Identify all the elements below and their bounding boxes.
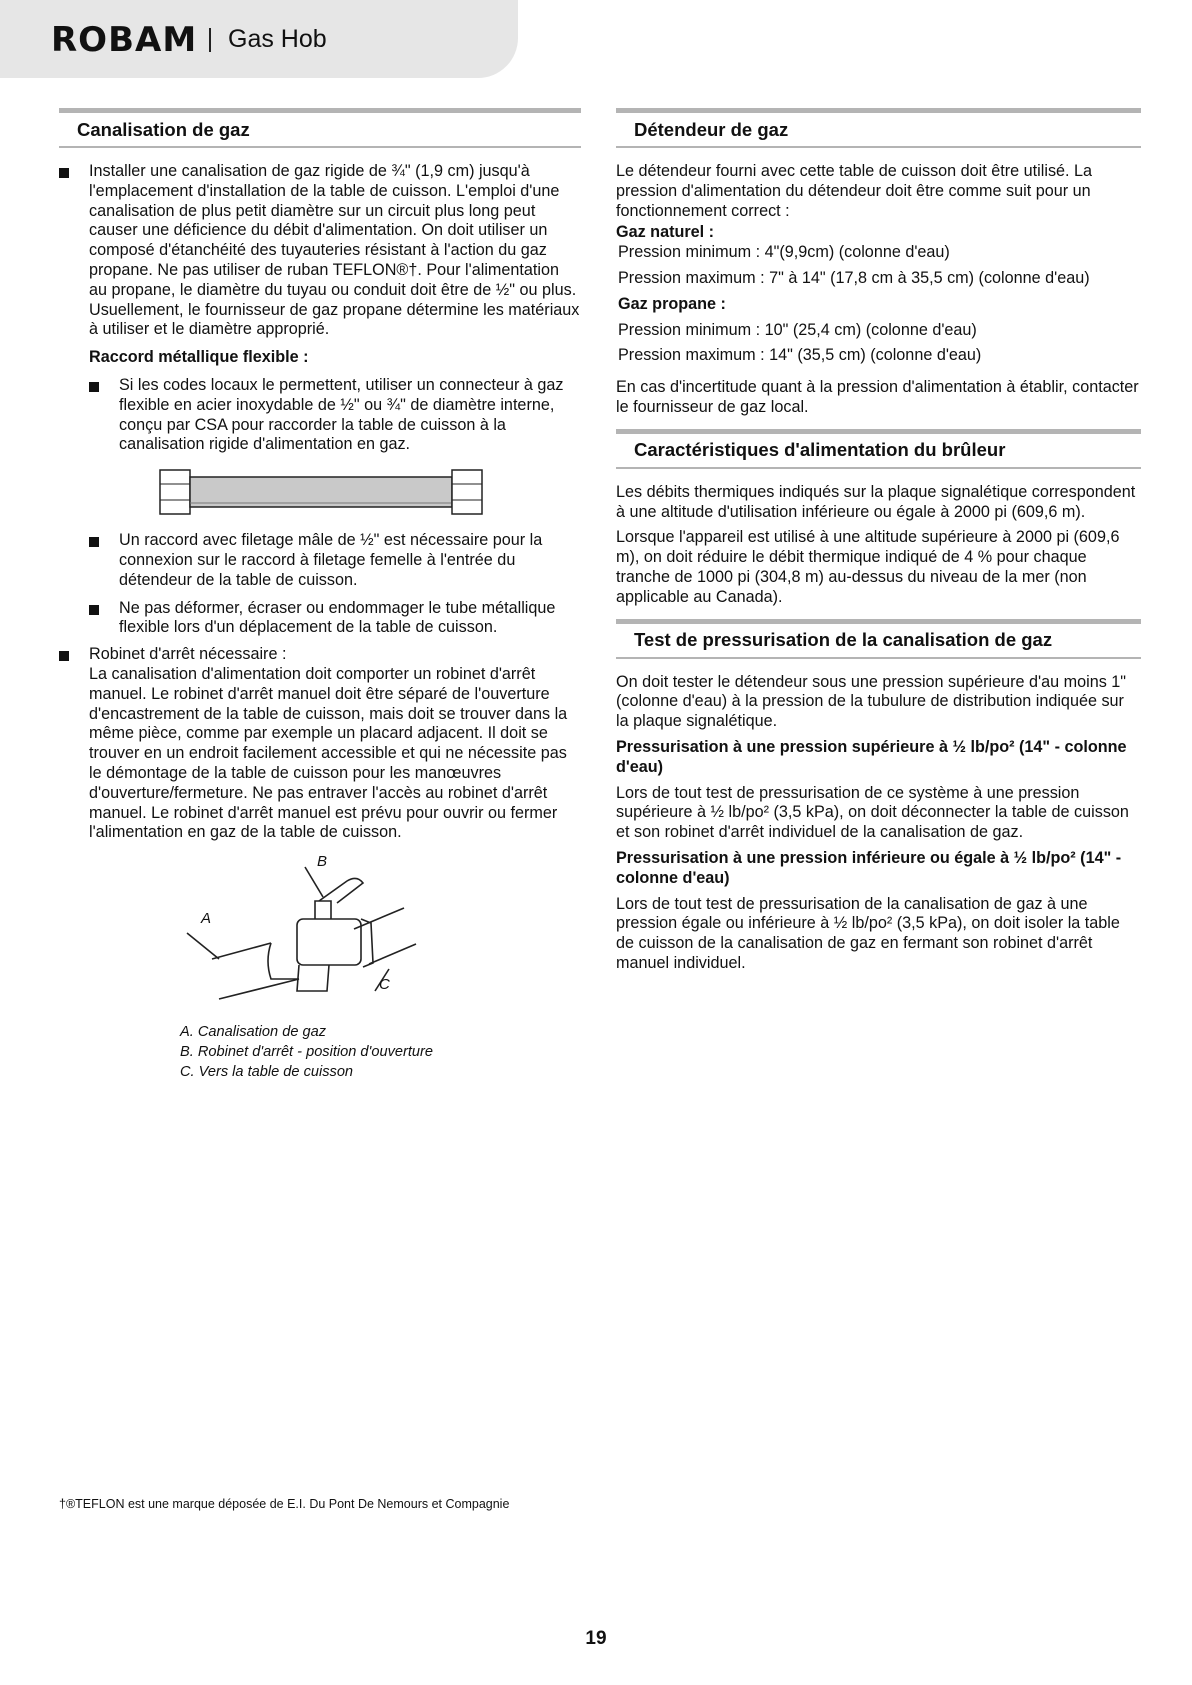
label-a: A (201, 910, 212, 928)
footnote: †®TEFLON est une marque déposée de E.I. Du Pont De Nemours et Compagnie (59, 1497, 510, 1511)
below-pressure-body: Lors de tout test de pressurisation de la canalisation de gaz à une pression égale ou inférieure à ½ lb/po² (3,5 kPa), on doit isoler la table de cuisson de la canalisation de gaz en fermant son robinet d'arrêt manuel individuel. (616, 894, 1120, 972)
below-pressure-title: Pressurisation à une pression inférieure ou égale à ½ lb/po² (14" - colonne d'eau) (616, 848, 1122, 887)
bullet-shutoff-valve (59, 645, 581, 843)
page-number: 19 (585, 1628, 607, 1649)
valve-illustration (179, 851, 449, 1016)
above-pressure-title: Pressurisation à une pression supérieure à ½ lb/po² (14" - colonne d'eau) (616, 737, 1127, 776)
sub-bullet-no-deform: Ne pas déformer, écraser ou endommager le tube métallique flexible lors d'un déplacement de la table de cuisson. (89, 599, 581, 639)
section-title-burner: Caractéristiques d'alimentation du brûleur (616, 429, 1141, 469)
label-b: B (317, 853, 328, 871)
natural-gas-min: Pression minimum : 4"(9,9cm) (colonne d'eau) (618, 243, 950, 262)
brand-logo: ROBAM (51, 20, 198, 60)
sub-bullet-male-fitting: Un raccord avec filetage mâle de ½" est nécessaire pour la connexion sur le raccord à filetage femelle à l'entrée du détendeur de la table de cuisson. (89, 531, 581, 590)
figure-caption (180, 1022, 581, 1082)
valve-drawing (179, 851, 449, 1016)
caption-b: B. Robinet d'arrêt - position d'ouverture (180, 1044, 433, 1061)
bullet-pipe-install: Installer une canalisation de gaz rigide de ¾" (1,9 cm) jusqu'à l'emplacement d'installation de la table de cuisson. L'emploi d'une canalisation de plus petit diamètre sur un circuit plus long peut causer une déficience du débit d'alimentation. On doit utiliser un composé d'étanchéité des tuyauteries résistant à l'action du gaz propane. Ne pas utiliser de ruban TEFLON®†. Pour l'alimentation au propane, le diamètre du tuyau ou conduit doit être de ½" ou plus. Usuellement, le fournisseur de gaz propane détermine les matériaux à utiliser et le diamètre approprié. (59, 162, 581, 340)
header-divider (209, 28, 211, 52)
detendeur-intro: Le détendeur fourni avec cette table de cuisson doit être utilisé. La pression d'alimentation du détendeur doit être comme suit pour un fonctionnement correct : (616, 162, 1093, 220)
shutoff-valve-title: Robinet d'arrêt nécessaire : (89, 645, 287, 664)
header-product-name: Gas Hob (228, 25, 327, 53)
flex-connector-drawing (159, 467, 483, 517)
flex-connector-illustration (159, 467, 483, 517)
section-title-test: Test de pressurisation de la canalisation de gaz (616, 619, 1141, 659)
caption-c: C. Vers la table de cuisson (180, 1064, 354, 1081)
section-title-canalisation: Canalisation de gaz (59, 108, 581, 148)
propane-max: Pression maximum : 14" (35,5 cm) (colonne d'eau) (618, 346, 982, 365)
natural-gas-title: Gaz naturel : (616, 223, 715, 242)
shutoff-valve-body: La canalisation d'alimentation doit comporter un robinet d'arrêt manuel. Le robinet d'arrêt manuel doit être séparé de l'ouverture d'encastrement de la table de cuisson, mais doit se trouver dans la même pièce, comme par exemple un placard adjacent. Il doit se trouver en un endroit facilement accessible et qui ne nécessite pas le démontage de la table de cuisson pour les manœuvres d'ouverture/fermeture. Ne pas entraver l'accès au robinet d'arrêt manuel. Le robinet d'arrêt manuel est prévu pour ouvrir ou fermer l'alimentation en gaz de la table de cuisson. (89, 664, 568, 842)
burner-paragraph-2: Lorsque l'appareil est utilisé à une altitude supérieure à 2000 pi (609,6 m), on doit réduire le débit thermique indiqué de 4 % pour chaque tranche de 1000 pi (304,8 m) au-dessus du niveau de la mer (non applicable au Canada). (616, 528, 1120, 606)
uncertainty-note: En cas d'incertitude quant à la pression d'alimentation à établir, contacter le fournisseur de gaz local. (616, 378, 1139, 416)
subheading-raccord: Raccord métallique flexible : (89, 348, 309, 367)
test-intro: On doit tester le détendeur sous une pression supérieure d'au moins 1" (colonne d'eau) à la pression de la tubulure de distribution indiquée sur la plaque signalétique. (616, 672, 1127, 731)
section-title-detendeur: Détendeur de gaz (616, 108, 1141, 148)
right-column (616, 108, 1141, 974)
caption-a: A. Canalisation de gaz (180, 1024, 327, 1041)
left-column (59, 108, 581, 1082)
label-c: C (379, 976, 390, 994)
sub-bullet-flex-connector: Si les codes locaux le permettent, utiliser un connecteur à gaz flexible en acier inoxydable de ½" ou ¾" de diamètre interne, conçu par CSA pour raccorder la table de cuisson à la canalisation rigide d'alimentation en gaz. (89, 376, 581, 455)
natural-gas-max: Pression maximum : 7" à 14" (17,8 cm à 35,5 cm) (colonne d'eau) (618, 268, 1090, 287)
propane-title: Gaz propane : (618, 294, 726, 313)
burner-paragraph-1: Les débits thermiques indiqués sur la plaque signalétique correspondent à une altitude d'utilisation inférieure ou égale à 2000 pi (609,6 m). (616, 482, 1136, 521)
above-pressure-body: Lors de tout test de pressurisation de ce système à une pression supérieure à ½ lb/po² (3,5 kPa), on doit déconnecter la table de cuisson et son robinet d'arrêt individuel de la canalisation de gaz. (616, 783, 1129, 842)
propane-min: Pression minimum : 10" (25,4 cm) (colonne d'eau) (618, 320, 977, 339)
